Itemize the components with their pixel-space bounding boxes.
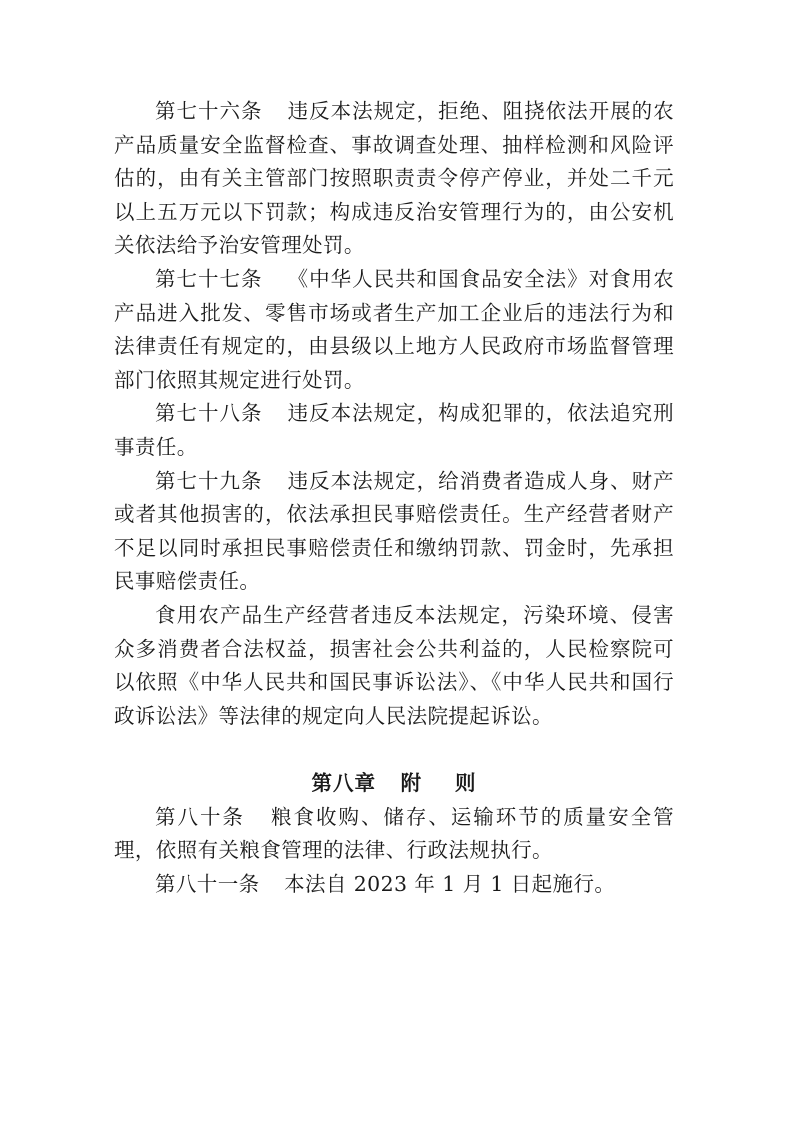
chapter-title-part-b: 则: [454, 771, 477, 796]
article-number: 第七十八条: [155, 401, 263, 426]
article-text: 违反本法规定，构成犯罪的，依法追究刑事责任。: [114, 401, 675, 459]
article-text: 粮食收购、储存、运输环节的质量安全管理，依照有关粮食管理的法律、行政法规执行。: [114, 804, 674, 863]
article-81: [114, 868, 674, 902]
article-79: [114, 465, 674, 599]
article-number: 第七十六条: [155, 99, 263, 123]
article-80: [114, 801, 674, 868]
article-77: [114, 263, 674, 397]
article-number: 第七十九条: [155, 468, 263, 493]
article-number: 第七十七条: [155, 266, 263, 291]
article-text: 《中华人民共和国食品安全法》对食用农产品进入批发、零售市场或者生产加工企业后的违法行为和法律责任有规定的，由县级以上地方人民政府市场监督管理部门依照其规定进行处罚。: [114, 266, 675, 392]
article-text: 违反本法规定，给消费者造成人身、财产或者其他损害的，依法承担民事赔偿责任。生产经营者财产不足以同时承担民事赔偿责任和缴纳罚款、罚金时，先承担民事赔偿责任。: [114, 468, 675, 594]
chapter-label: 第八章: [311, 771, 377, 796]
chapter-title-part-a: 附: [400, 771, 423, 796]
article-78: [114, 397, 674, 464]
article-number: 第八十一条: [155, 872, 260, 897]
article-text: 本法自 2023 年 1 月 1 日起施行。: [284, 872, 616, 897]
article-number: 第八十条: [155, 804, 245, 829]
document-body: [114, 95, 674, 902]
article-text: 违反本法规定，拒绝、阻挠依法开展的农产品质量安全监督检查、事故调查处理、抽样检测和风险评估的，由有关主管部门按照职责责令停产停业，并处二千元以上五万元以下罚款；构成违反治安管理行为的，由公安机关依法给予治安管理处罚。: [114, 99, 675, 258]
chapter-heading: [114, 767, 674, 801]
article-76: [114, 95, 674, 263]
article-79-paragraph-2: 食用农产品生产经营者违反本法规定，污染环境、侵害众多消费者合法权益，损害社会公共利益的，人民检察院可以依照《中华人民共和国民事诉讼法》、《中华人民共和国行政诉讼法》等法律的规定向人民法院提起诉讼。: [114, 602, 674, 728]
